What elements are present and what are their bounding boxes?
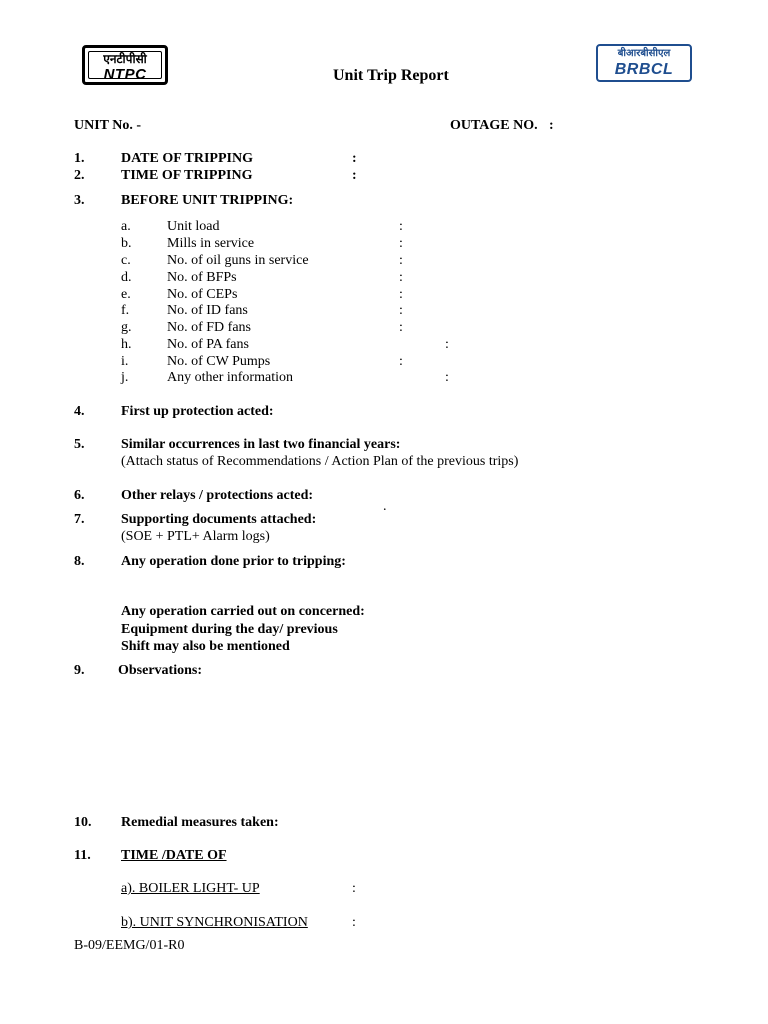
item-5-number: 5. [74, 437, 85, 452]
sub-item-letter: b. [121, 236, 132, 251]
brbcl-logo [596, 44, 692, 82]
item-1-number: 1. [74, 151, 85, 166]
sub-item-colon: : [399, 287, 403, 302]
item-10-label: Remedial measures taken: [121, 815, 279, 830]
item-10-number: 10. [74, 815, 92, 830]
sub-item-label: No. of ID fans [167, 303, 248, 318]
item-8-extra-line: Shift may also be mentioned [121, 639, 290, 654]
ntpc-logo-text: NTPC [103, 66, 147, 83]
document-title: Unit Trip Report [333, 67, 449, 84]
boiler-light-up-colon: : [352, 881, 356, 896]
item-8-extra-line: Any operation carried out on concerned: [121, 604, 365, 619]
item-7-number: 7. [74, 512, 85, 527]
item-2-colon: : [352, 168, 357, 183]
item-8-label: Any operation done prior to tripping: [121, 554, 346, 569]
sub-item-colon: : [445, 337, 449, 352]
sub-item-label: No. of BFPs [167, 270, 237, 285]
item-1-colon: : [352, 151, 357, 166]
item-5-note: (Attach status of Recommendations / Action Plan of the previous trips) [121, 454, 519, 469]
item-2-label: TIME OF TRIPPING [121, 168, 253, 183]
item-7-note: (SOE + PTL+ Alarm logs) [121, 529, 270, 544]
item-6-label: Other relays / protections acted: [121, 488, 314, 503]
outage-no-label: OUTAGE NO. [450, 118, 538, 133]
outage-no-colon: : [549, 118, 554, 133]
item-3-label: BEFORE UNIT TRIPPING: [121, 193, 294, 208]
sub-item-colon: : [445, 370, 449, 385]
item-11-label: TIME /DATE OF [121, 848, 227, 863]
unit-synchronisation-label: b). UNIT SYNCHRONISATION [121, 915, 308, 930]
sub-item-letter: a. [121, 219, 131, 234]
sub-item-label: No. of CW Pumps [167, 354, 271, 369]
sub-item-colon: : [399, 303, 403, 318]
sub-item-letter: f. [121, 303, 130, 318]
sub-item-colon: : [399, 354, 403, 369]
sub-item-letter: j. [121, 370, 129, 385]
sub-item-label: No. of CEPs [167, 287, 238, 302]
sub-item-label: No. of oil guns in service [167, 253, 309, 268]
sub-item-colon: : [399, 320, 403, 335]
item-8-number: 8. [74, 554, 85, 569]
item-9-number: 9. [74, 663, 85, 678]
sub-item-label: Any other information [167, 370, 293, 385]
item-9-label: Observations: [118, 663, 202, 678]
stray-dot: . [383, 499, 387, 514]
sub-item-colon: : [399, 219, 403, 234]
sub-item-colon: : [399, 236, 403, 251]
item-11-number: 11. [74, 848, 91, 863]
sub-item-letter: d. [121, 270, 132, 285]
item-8-extra-line: Equipment during the day/ previous [121, 622, 338, 637]
sub-item-letter: c. [121, 253, 131, 268]
sub-item-label: Unit load [167, 219, 220, 234]
sub-item-letter: i. [121, 354, 129, 369]
item-4-number: 4. [74, 404, 85, 419]
unit-no-label: UNIT No. - [74, 118, 142, 133]
item-7-label: Supporting documents attached: [121, 512, 317, 527]
item-6-number: 6. [74, 488, 85, 503]
item-1-label: DATE OF TRIPPING [121, 151, 253, 166]
boiler-light-up-label: a). BOILER LIGHT- UP [121, 881, 260, 896]
sub-item-label: No. of FD fans [167, 320, 251, 335]
item-3-number: 3. [74, 193, 85, 208]
sub-item-colon: : [399, 253, 403, 268]
ntpc-logo-hindi: एनटीपीसी [103, 52, 147, 66]
item-2-number: 2. [74, 168, 85, 183]
document-code: B-09/EEMG/01-R0 [74, 938, 185, 953]
sub-item-letter: h. [121, 337, 132, 352]
sub-item-letter: g. [121, 320, 132, 335]
item-5-label: Similar occurrences in last two financial years: [121, 437, 401, 452]
item-4-label: First up protection acted: [121, 404, 274, 419]
brbcl-logo-hindi: बीआरबीसीएल [617, 48, 671, 59]
sub-item-colon: : [399, 270, 403, 285]
sub-item-letter: e. [121, 287, 131, 302]
sub-item-label: No. of PA fans [167, 337, 249, 352]
brbcl-logo-text: BRBCL [614, 61, 674, 78]
unit-synchronisation-colon: : [352, 915, 356, 930]
ntpc-logo [82, 45, 168, 85]
sub-item-label: Mills in service [167, 236, 255, 251]
